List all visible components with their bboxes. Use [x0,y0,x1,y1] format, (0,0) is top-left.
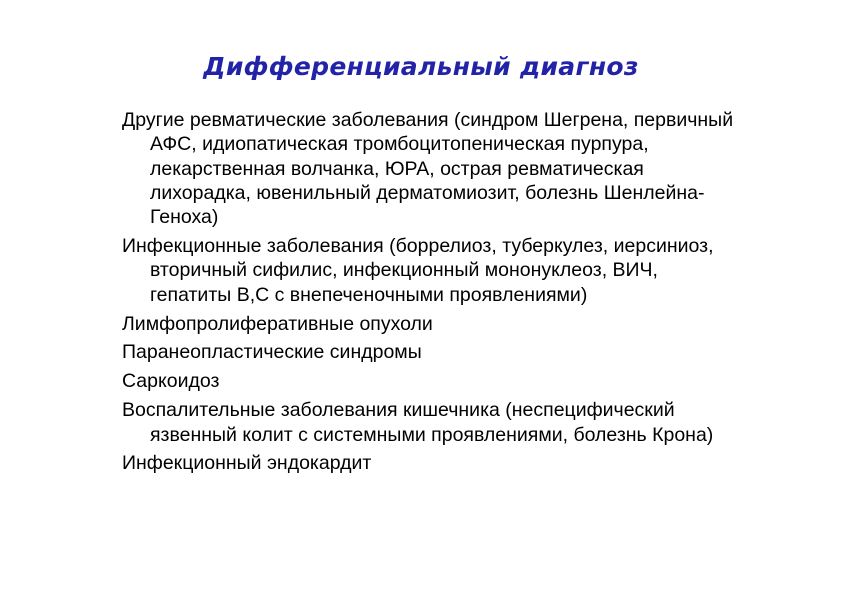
list-item-endocarditis: Инфекционный эндокардит [122,452,372,475]
list-item-sarcoidosis: Саркоидоз [122,370,220,393]
slide-title: Дифференциальный диагноз [203,52,639,81]
list-item-ibd: Воспалительные заболевания кишечника (неспецифический язвенный колит с системными проявлениями, болезнь Крона) [122,399,714,446]
list-item-rheumatic: Другие ревматические заболевания (синдром Шегрена, первичный АФС, идиопатическая тромбоцитопеническая пурпура, лекарственная волчанка, ЮРА, острая ревматическая лихорадка, ювенильный дерматомиозит, болезнь Шенлейна-Геноха) [122,109,734,229]
list-item-lymphoproliferative: Лимфопролиферативные опухоли [122,312,433,335]
list-item-infectious: Инфекционные заболевания (боррелиоз, туберкулез, иерсиниоз, вторичный сифилис, инфекционный мононуклеоз, ВИЧ, гепатиты В,С с внепеченочными проявлениями) [122,235,714,306]
list-item-paraneoplastic: Паранеопластические синдромы [122,341,422,364]
diagnosis-list [122,108,742,480]
